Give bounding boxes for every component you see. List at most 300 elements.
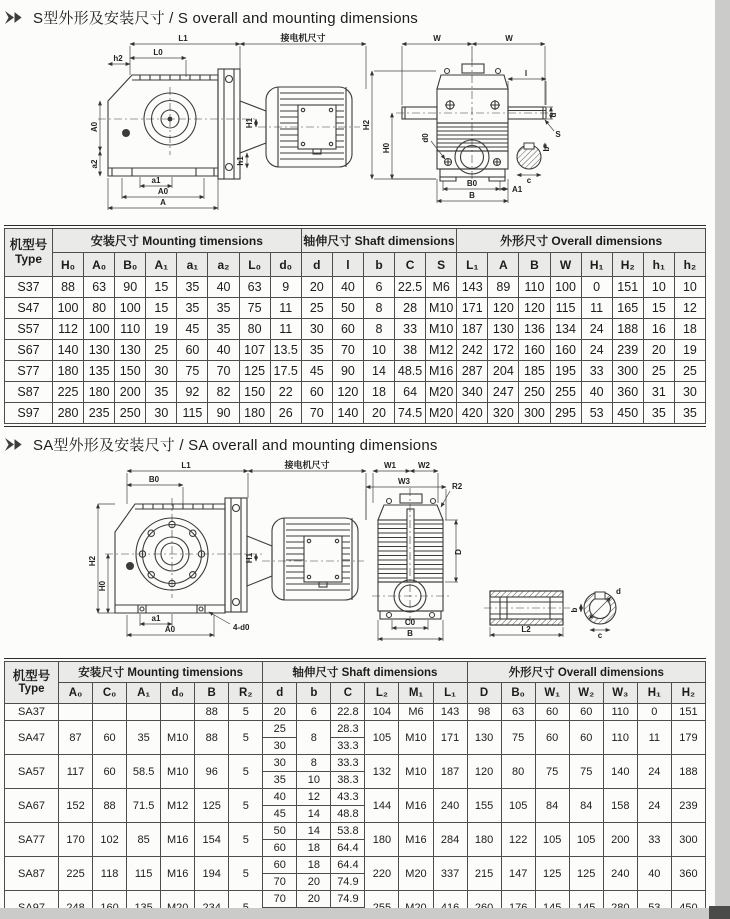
- table-cell: M20: [426, 382, 457, 403]
- dim-label-b-key: b: [542, 146, 551, 152]
- table-cell: M10: [399, 755, 433, 789]
- table-cell: 70: [301, 403, 332, 424]
- table-cell: 70: [263, 891, 297, 908]
- table-cell: 10: [297, 772, 331, 789]
- s-table-wrap: [4, 225, 706, 427]
- table-cell: 187: [433, 755, 467, 789]
- table-cell: M10: [161, 755, 195, 789]
- table-cell: 88: [195, 704, 229, 721]
- table-cell: 53: [581, 403, 612, 424]
- table-cell: 30: [301, 319, 332, 340]
- table-cell: 11: [270, 319, 301, 340]
- sa-table-wrap: [4, 658, 706, 919]
- table-cell: 147: [501, 857, 535, 891]
- table-cell: 125: [239, 361, 270, 382]
- table-cell: 75: [501, 721, 535, 755]
- s-front-view-drawing: [382, 34, 561, 203]
- table-cell: 50: [263, 823, 297, 840]
- table-cell: M16: [161, 857, 195, 891]
- table-cell: 200: [115, 382, 146, 403]
- header-row: [5, 662, 706, 683]
- table-cell: 117: [59, 755, 93, 789]
- table-cell: 5: [229, 755, 263, 789]
- table-cell: 165: [612, 298, 643, 319]
- table-cell: 120: [332, 382, 363, 403]
- column-header: a₂: [208, 253, 239, 277]
- column-header: B₀: [115, 253, 146, 277]
- sa-dimension-drawings: [0, 458, 712, 656]
- table-cell: 188: [612, 319, 643, 340]
- table-cell: 115: [177, 403, 208, 424]
- table-cell: M12: [426, 340, 457, 361]
- table-row: [5, 823, 706, 840]
- table-cell: 28: [395, 298, 426, 319]
- type-header-zh: 机型号: [12, 668, 51, 683]
- table-row: [5, 755, 706, 772]
- table-cell: 60: [332, 319, 363, 340]
- table-cell: 75: [535, 755, 569, 789]
- table-cell: 84: [569, 789, 603, 823]
- double-chevron-icon: [5, 11, 24, 24]
- table-cell: 31: [643, 382, 674, 403]
- table-cell: 30: [263, 755, 297, 772]
- table-cell: 300: [612, 361, 643, 382]
- table-cell: 35: [674, 403, 705, 424]
- dim-label-b-overall: B: [407, 629, 413, 638]
- table-cell: 40: [581, 382, 612, 403]
- table-cell: 194: [195, 857, 229, 891]
- table-cell: 115: [550, 298, 581, 319]
- model-type-cell: S47: [5, 298, 53, 319]
- table-cell: 63: [501, 704, 535, 721]
- table-cell: 115: [127, 857, 161, 891]
- table-cell: 100: [84, 319, 115, 340]
- table-cell: 22: [270, 382, 301, 403]
- table-cell: 18: [297, 857, 331, 874]
- table-cell: 63: [239, 277, 270, 298]
- table-cell: 90: [208, 403, 239, 424]
- table-cell: 11: [581, 298, 612, 319]
- table-cell: 18: [363, 382, 394, 403]
- model-type-cell: SA37: [5, 704, 59, 721]
- column-group-header: 外形尺寸 Overall dimensions: [457, 229, 706, 253]
- table-cell: 35: [263, 772, 297, 789]
- dim-label-w-right: W: [505, 34, 513, 43]
- column-header: L₂: [365, 683, 399, 704]
- sa-dimensions-table: [4, 661, 706, 919]
- table-cell: 20: [643, 340, 674, 361]
- table-cell: 180: [467, 823, 501, 857]
- dim-label-h2-step: h2: [113, 54, 123, 63]
- table-cell: 10: [643, 277, 674, 298]
- table-cell: 74.9: [331, 874, 365, 891]
- table-cell: 19: [674, 340, 705, 361]
- table-cell: 64.4: [331, 857, 365, 874]
- column-header: C: [331, 683, 365, 704]
- column-header: W₂: [569, 683, 603, 704]
- column-group-header: 安装尺寸 Mounting timensions: [53, 229, 302, 253]
- dim-label-h1: H1: [245, 117, 254, 129]
- table-cell: 143: [433, 704, 467, 721]
- column-header: d₀: [270, 253, 301, 277]
- table-cell: 105: [365, 721, 399, 755]
- column-header: A: [488, 253, 519, 277]
- table-cell: 50: [332, 298, 363, 319]
- model-type-cell: SA87: [5, 857, 59, 891]
- column-header: A₀: [84, 253, 115, 277]
- dim-label-l0: L0: [153, 48, 163, 57]
- column-header: A₁: [127, 683, 161, 704]
- table-cell: 5: [229, 857, 263, 891]
- dim-label-a0-left: A0: [90, 121, 99, 133]
- dim-label-a0: A0: [164, 625, 176, 634]
- column-header: d: [301, 253, 332, 277]
- table-cell: M16: [161, 823, 195, 857]
- table-cell: 107: [239, 340, 270, 361]
- table-row: [5, 789, 706, 806]
- table-cell: 98: [467, 704, 501, 721]
- table-cell: 92: [177, 382, 208, 403]
- header-row: [5, 229, 706, 253]
- table-cell: 170: [59, 823, 93, 857]
- table-cell: 8: [297, 721, 331, 755]
- table-cell: 22.5: [395, 277, 426, 298]
- model-type-cell: SA77: [5, 823, 59, 857]
- dim-label-d-height: D: [454, 549, 463, 555]
- table-cell: 19: [146, 319, 177, 340]
- table-cell: 110: [603, 704, 637, 721]
- column-header: R₂: [229, 683, 263, 704]
- table-cell: 8: [297, 755, 331, 772]
- table-cell: 89: [488, 277, 519, 298]
- table-cell: 120: [519, 298, 550, 319]
- table-cell: [59, 704, 93, 721]
- table-cell: 152: [59, 789, 93, 823]
- column-header: A₁: [146, 253, 177, 277]
- table-cell: 90: [115, 277, 146, 298]
- model-type-cell: S97: [5, 403, 53, 424]
- table-cell: 5: [229, 721, 263, 755]
- table-cell: 10: [363, 340, 394, 361]
- table-cell: 60: [93, 721, 127, 755]
- table-cell: 90: [332, 361, 363, 382]
- model-type-cell: S37: [5, 277, 53, 298]
- type-column-header: [5, 229, 53, 277]
- dim-label-d0: d0: [421, 133, 430, 143]
- page-corner-tab: [709, 906, 730, 919]
- table-cell: 122: [501, 823, 535, 857]
- model-type-cell: S87: [5, 382, 53, 403]
- type-header-zh: 机型号: [9, 238, 48, 253]
- table-cell: 110: [115, 319, 146, 340]
- table-row: [5, 361, 706, 382]
- column-header: C₀: [93, 683, 127, 704]
- dim-label-l2: L2: [521, 625, 531, 634]
- dim-label-4-d0: 4-d0: [233, 623, 250, 632]
- table-cell: 88: [93, 789, 127, 823]
- table-cell: 132: [365, 755, 399, 789]
- table-cell: 125: [535, 857, 569, 891]
- dim-label-c0: C0: [404, 618, 416, 627]
- table-cell: 30: [674, 382, 705, 403]
- table-cell: 24: [581, 340, 612, 361]
- dim-label-w3: W3: [398, 477, 410, 486]
- table-cell: 20: [263, 704, 297, 721]
- table-cell: 0: [581, 277, 612, 298]
- table-cell: 10: [674, 277, 705, 298]
- table-cell: 151: [612, 277, 643, 298]
- column-group-header: 轴伸尺寸 Shaft dimensions: [263, 662, 467, 683]
- table-cell: 239: [671, 789, 705, 823]
- table-cell: 420: [457, 403, 488, 424]
- table-cell: 240: [433, 789, 467, 823]
- table-cell: 48.8: [331, 806, 365, 823]
- sa-side-view-drawing: [88, 459, 366, 637]
- table-row: [5, 277, 706, 298]
- dim-label-w2: W2: [418, 461, 430, 470]
- table-cell: 180: [365, 823, 399, 857]
- table-cell: 60: [569, 704, 603, 721]
- table-cell: 204: [488, 361, 519, 382]
- header-row: [5, 683, 706, 704]
- table-cell: 240: [603, 857, 637, 891]
- table-cell: 247: [488, 382, 519, 403]
- table-cell: 33.3: [331, 738, 365, 755]
- table-cell: 8: [363, 298, 394, 319]
- dim-label-l1: L1: [178, 34, 188, 43]
- column-header: B: [195, 683, 229, 704]
- table-cell: 118: [93, 857, 127, 891]
- dim-label-a1: a1: [151, 614, 161, 623]
- table-cell: 125: [195, 789, 229, 823]
- table-cell: 136: [519, 319, 550, 340]
- table-cell: 40: [332, 277, 363, 298]
- table-cell: 250: [519, 382, 550, 403]
- table-cell: M16: [399, 823, 433, 857]
- table-cell: 134: [550, 319, 581, 340]
- dim-label-a0-bottom: A0: [157, 187, 169, 196]
- s-side-view-drawing: [90, 32, 436, 210]
- column-header: a₁: [177, 253, 208, 277]
- table-cell: 35: [146, 382, 177, 403]
- table-cell: 112: [53, 319, 84, 340]
- column-header: S: [426, 253, 457, 277]
- table-cell: 158: [603, 789, 637, 823]
- table-row: [5, 298, 706, 319]
- column-header: M₁: [399, 683, 433, 704]
- table-cell: 25: [301, 298, 332, 319]
- sa-hollow-shaft-drawing: [484, 591, 570, 637]
- table-cell: 30: [263, 738, 297, 755]
- dim-label-a1: a1: [151, 176, 161, 185]
- header-row: [5, 253, 706, 277]
- column-header: W: [550, 253, 581, 277]
- table-cell: 187: [457, 319, 488, 340]
- dim-label-motor-size: 接电机尺寸: [284, 460, 330, 470]
- table-cell: 70: [332, 340, 363, 361]
- dim-label-s: S: [555, 130, 561, 139]
- section-s-title: S型外形及安装尺寸 / S overall and mounting dimensions: [33, 10, 418, 27]
- table-cell: 35: [177, 277, 208, 298]
- column-header: d: [263, 683, 297, 704]
- table-cell: 235: [84, 403, 115, 424]
- s-dimensions-table: [4, 228, 706, 424]
- column-header: b: [297, 683, 331, 704]
- table-cell: 60: [177, 340, 208, 361]
- table-cell: M10: [161, 721, 195, 755]
- table-cell: [93, 704, 127, 721]
- table-cell: 75: [239, 298, 270, 319]
- column-header: H₂: [671, 683, 705, 704]
- table-cell: 40: [208, 340, 239, 361]
- table-cell: 35: [208, 319, 239, 340]
- table-cell: 9: [270, 277, 301, 298]
- table-cell: M20: [399, 857, 433, 891]
- dim-label-w1: W1: [384, 461, 396, 470]
- table-cell: 48.5: [395, 361, 426, 382]
- table-cell: 450: [612, 403, 643, 424]
- table-cell: 140: [603, 755, 637, 789]
- table-cell: 140: [332, 403, 363, 424]
- table-cell: 33: [395, 319, 426, 340]
- column-header: B: [519, 253, 550, 277]
- column-header: H₂: [612, 253, 643, 277]
- table-cell: 28.3: [331, 721, 365, 738]
- table-cell: 53.8: [331, 823, 365, 840]
- double-chevron-icon: [5, 438, 24, 451]
- table-cell: 287: [457, 361, 488, 382]
- table-cell: 5: [229, 704, 263, 721]
- table-cell: 150: [115, 361, 146, 382]
- dim-label-b0: B0: [466, 179, 478, 188]
- dim-label-r2: R2: [452, 482, 463, 491]
- dim-label-d: d: [616, 587, 621, 596]
- table-cell: 5: [229, 789, 263, 823]
- table-cell: 255: [550, 382, 581, 403]
- table-cell: [161, 704, 195, 721]
- dim-label-w-left: W: [433, 34, 441, 43]
- table-cell: 16: [643, 319, 674, 340]
- column-group-header: 轴伸尺寸 Shaft dimensions: [301, 229, 456, 253]
- table-cell: 15: [146, 277, 177, 298]
- table-cell: 6: [297, 704, 331, 721]
- table-cell: 75: [569, 755, 603, 789]
- table-cell: 100: [53, 298, 84, 319]
- sa-front-view-drawing: [366, 461, 463, 641]
- table-cell: 360: [671, 857, 705, 891]
- table-cell: 74.5: [395, 403, 426, 424]
- table-cell: 14: [363, 361, 394, 382]
- column-header: L₁: [457, 253, 488, 277]
- table-cell: 0: [637, 704, 671, 721]
- dim-label-b-overall: B: [469, 191, 475, 200]
- model-type-cell: S77: [5, 361, 53, 382]
- table-cell: 200: [603, 823, 637, 857]
- table-cell: 63: [84, 277, 115, 298]
- table-cell: 250: [115, 403, 146, 424]
- table-cell: M10: [426, 298, 457, 319]
- table-cell: 60: [535, 704, 569, 721]
- table-cell: 160: [519, 340, 550, 361]
- table-cell: 45: [301, 361, 332, 382]
- table-cell: 104: [365, 704, 399, 721]
- table-row: [5, 721, 706, 738]
- table-cell: 30: [146, 403, 177, 424]
- table-cell: 120: [488, 298, 519, 319]
- column-header: W₁: [535, 683, 569, 704]
- section-sa-header: [0, 427, 712, 458]
- dim-label-c-key: c: [526, 176, 532, 185]
- table-cell: 215: [467, 857, 501, 891]
- table-cell: 71.5: [127, 789, 161, 823]
- table-cell: 154: [195, 823, 229, 857]
- dim-label-l1: L1: [181, 461, 191, 470]
- table-cell: 320: [488, 403, 519, 424]
- table-cell: 80: [239, 319, 270, 340]
- table-cell: 280: [53, 403, 84, 424]
- table-cell: 58.5: [127, 755, 161, 789]
- table-cell: 110: [603, 721, 637, 755]
- table-cell: 160: [550, 340, 581, 361]
- table-cell: M10: [399, 721, 433, 755]
- table-cell: 337: [433, 857, 467, 891]
- column-header: b: [363, 253, 394, 277]
- section-s-header: [0, 0, 712, 31]
- dim-label-a2: a2: [90, 159, 99, 169]
- table-cell: 20: [363, 403, 394, 424]
- column-group-header: 安装尺寸 Mounting timensions: [59, 662, 263, 683]
- column-header: H₀: [53, 253, 84, 277]
- table-cell: 172: [488, 340, 519, 361]
- table-cell: 220: [365, 857, 399, 891]
- table-cell: 38.3: [331, 772, 365, 789]
- table-cell: 20: [297, 891, 331, 908]
- dim-label-h2-right: H2: [362, 119, 371, 131]
- table-cell: 18: [674, 319, 705, 340]
- table-cell: 38: [395, 340, 426, 361]
- table-cell: 180: [239, 403, 270, 424]
- table-cell: 35: [643, 403, 674, 424]
- column-header: L₁: [433, 683, 467, 704]
- model-type-cell: SA57: [5, 755, 59, 789]
- table-cell: 105: [535, 823, 569, 857]
- table-cell: 12: [674, 298, 705, 319]
- table-cell: 84: [535, 789, 569, 823]
- column-header: h₂: [674, 253, 705, 277]
- table-cell: 225: [53, 382, 84, 403]
- table-cell: 24: [637, 755, 671, 789]
- table-cell: 105: [501, 789, 535, 823]
- column-header: d₀: [161, 683, 195, 704]
- table-cell: M16: [399, 789, 433, 823]
- table-cell: 195: [550, 361, 581, 382]
- table-cell: 25: [643, 361, 674, 382]
- table-cell: 18: [297, 840, 331, 857]
- table-cell: 171: [457, 298, 488, 319]
- table-cell: 35: [301, 340, 332, 361]
- table-cell: 80: [501, 755, 535, 789]
- table-cell: 8: [363, 319, 394, 340]
- table-cell: 40: [263, 789, 297, 806]
- column-header: h₁: [643, 253, 674, 277]
- model-type-cell: SA67: [5, 789, 59, 823]
- table-cell: 179: [671, 721, 705, 755]
- table-cell: 60: [535, 721, 569, 755]
- table-cell: 6: [363, 277, 394, 298]
- table-cell: 25: [263, 721, 297, 738]
- dim-label-b0: B0: [148, 475, 160, 484]
- table-cell: 74.9: [331, 891, 365, 908]
